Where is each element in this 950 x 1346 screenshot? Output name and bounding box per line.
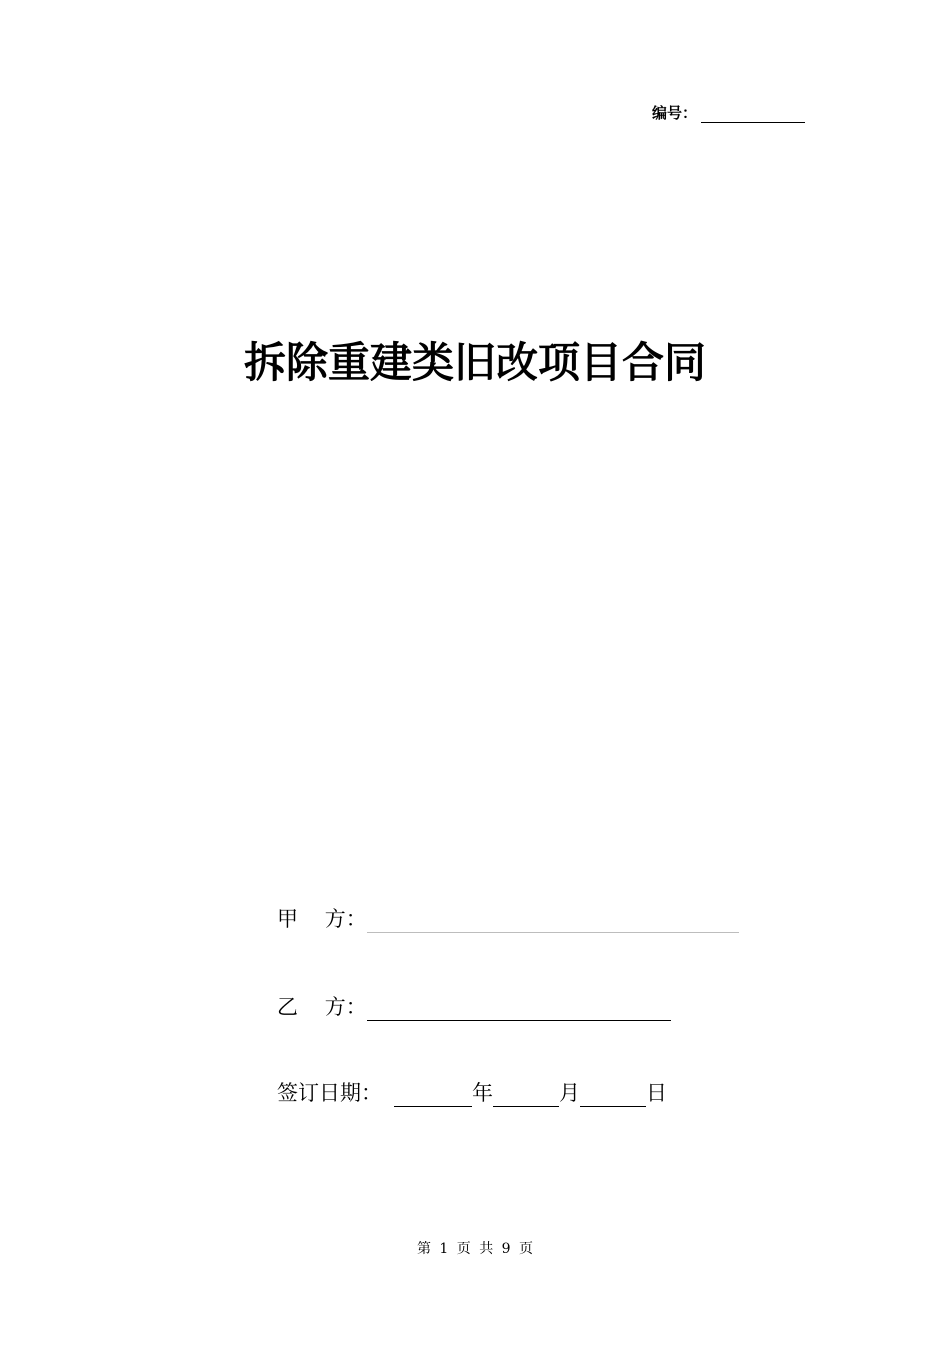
party-a-blank[interactable] — [367, 902, 739, 933]
party-b-blank[interactable] — [367, 998, 671, 1021]
party-b-label: 乙 方： — [277, 995, 367, 1019]
document-number-blank[interactable] — [701, 108, 805, 123]
month-blank[interactable] — [493, 1084, 559, 1107]
document-title: 拆除重建类旧改项目合同 — [243, 338, 706, 387]
document-number — [652, 102, 805, 123]
page-footer: 第 1 页 共 9 页 — [416, 1241, 534, 1257]
sign-date-label: 签订日期： — [277, 1081, 382, 1105]
year-blank[interactable] — [394, 1084, 472, 1107]
sign-date-row — [277, 1077, 667, 1107]
year-label: 年 — [472, 1081, 493, 1105]
day-label: 日 — [646, 1081, 667, 1105]
document-number-label: 编号： — [652, 104, 698, 122]
party-a-label: 甲 方： — [277, 907, 367, 931]
day-blank[interactable] — [580, 1084, 646, 1107]
month-label: 月 — [559, 1081, 580, 1105]
party-b-row — [277, 991, 671, 1021]
party-a-row — [277, 902, 739, 933]
